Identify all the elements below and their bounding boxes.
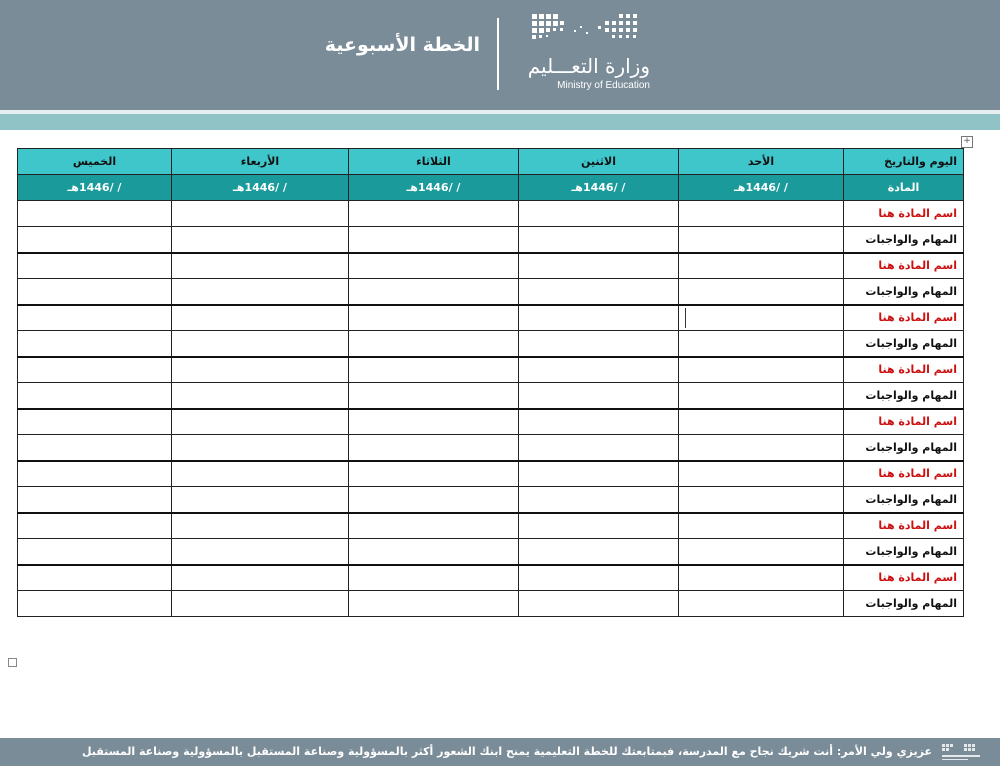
plan-cell[interactable]: [519, 227, 679, 253]
plan-cell[interactable]: [519, 565, 679, 591]
tasks-label-cell[interactable]: المهام والواجبات: [844, 591, 964, 617]
plan-cell[interactable]: [679, 279, 844, 305]
plan-cell[interactable]: [18, 253, 172, 279]
plan-cell[interactable]: [679, 201, 844, 227]
plan-cell[interactable]: [18, 565, 172, 591]
tasks-label-cell[interactable]: المهام والواجبات: [844, 435, 964, 461]
plan-cell[interactable]: [172, 227, 349, 253]
plan-cell[interactable]: [18, 305, 172, 331]
tasks-label-cell[interactable]: المهام والواجبات: [844, 487, 964, 513]
plan-cell[interactable]: [349, 279, 519, 305]
weekly-plan-table: [17, 148, 964, 617]
table-header-row: [18, 149, 964, 175]
tasks-row: [18, 487, 964, 513]
plan-cell[interactable]: [18, 461, 172, 487]
subject-name-cell[interactable]: اسم المادة هنا: [844, 513, 964, 539]
plan-cell[interactable]: [349, 305, 519, 331]
subject-name-cell[interactable]: اسم المادة هنا: [844, 201, 964, 227]
plan-cell[interactable]: [519, 435, 679, 461]
plan-cell[interactable]: [349, 539, 519, 565]
date-thursday[interactable]: / /1446هـ: [18, 175, 172, 201]
plan-cell[interactable]: [18, 201, 172, 227]
plan-cell[interactable]: [172, 513, 349, 539]
tasks-label-cell[interactable]: المهام والواجبات: [844, 331, 964, 357]
plan-cell[interactable]: [679, 487, 844, 513]
plan-cell[interactable]: [349, 253, 519, 279]
plan-cell[interactable]: [679, 331, 844, 357]
plan-cell[interactable]: [679, 461, 844, 487]
tasks-row: [18, 227, 964, 253]
date-sunday[interactable]: / /1446هـ: [679, 175, 844, 201]
text-cursor: [685, 308, 686, 328]
plan-cell[interactable]: [679, 409, 844, 435]
tasks-row: [18, 383, 964, 409]
tasks-label-cell[interactable]: المهام والواجبات: [844, 279, 964, 305]
plan-cell[interactable]: [18, 279, 172, 305]
date-row: [18, 175, 964, 201]
date-tuesday[interactable]: / /1446هـ: [349, 175, 519, 201]
plan-cell[interactable]: [349, 565, 519, 591]
plan-cell[interactable]: [519, 591, 679, 617]
subject-name-cell[interactable]: اسم المادة هنا: [844, 461, 964, 487]
plan-cell[interactable]: [172, 331, 349, 357]
plan-cell[interactable]: [679, 253, 844, 279]
plan-cell[interactable]: [18, 331, 172, 357]
plan-cell[interactable]: [519, 305, 679, 331]
page-title: الخطة الأسبوعية: [324, 34, 480, 56]
footer-banner: [0, 738, 1000, 766]
tasks-label-cell[interactable]: المهام والواجبات: [844, 227, 964, 253]
subject-row: [18, 461, 964, 487]
header-divider: [497, 18, 499, 90]
plan-cell[interactable]: [349, 409, 519, 435]
plan-cell[interactable]: [172, 565, 349, 591]
plan-cell[interactable]: [519, 409, 679, 435]
plan-cell[interactable]: [679, 565, 844, 591]
plan-cell[interactable]: [18, 357, 172, 383]
plan-cell[interactable]: [679, 357, 844, 383]
header-thursday: الخميس: [18, 149, 172, 175]
subject-row: [18, 565, 964, 591]
table-move-handle-icon[interactable]: +: [961, 136, 973, 148]
plan-cell[interactable]: [519, 487, 679, 513]
plan-cell[interactable]: [172, 591, 349, 617]
subject-name-cell[interactable]: اسم المادة هنا: [844, 253, 964, 279]
plan-cell[interactable]: [679, 305, 844, 331]
plan-cell[interactable]: [172, 357, 349, 383]
header-banner: [0, 0, 1000, 110]
paragraph-end-marker: [8, 658, 17, 667]
footer-ministry-logo-icon: [940, 742, 984, 762]
plan-cell[interactable]: [18, 539, 172, 565]
teal-band: [0, 114, 1000, 130]
plan-cell[interactable]: [349, 435, 519, 461]
plan-cell[interactable]: [349, 383, 519, 409]
date-monday[interactable]: / /1446هـ: [519, 175, 679, 201]
tasks-row: [18, 331, 964, 357]
ministry-logo-icon: [530, 12, 650, 52]
tasks-label-cell[interactable]: المهام والواجبات: [844, 539, 964, 565]
plan-cell[interactable]: [349, 331, 519, 357]
plan-cell[interactable]: [172, 539, 349, 565]
plan-cell[interactable]: [172, 487, 349, 513]
plan-cell[interactable]: [519, 201, 679, 227]
plan-cell[interactable]: [172, 305, 349, 331]
plan-cell[interactable]: [172, 383, 349, 409]
subject-row: [18, 305, 964, 331]
plan-cell[interactable]: [519, 253, 679, 279]
plan-cell[interactable]: [519, 539, 679, 565]
plan-cell[interactable]: [679, 227, 844, 253]
plan-cell[interactable]: [349, 461, 519, 487]
plan-cell[interactable]: [679, 513, 844, 539]
subject-row: [18, 409, 964, 435]
subject-name-cell[interactable]: اسم المادة هنا: [844, 565, 964, 591]
subject-row: [18, 357, 964, 383]
plan-cell[interactable]: [349, 357, 519, 383]
plan-cell[interactable]: [679, 435, 844, 461]
plan-cell[interactable]: [172, 253, 349, 279]
header-tuesday: الثلاثاء: [349, 149, 519, 175]
subject-name-cell[interactable]: اسم المادة هنا: [844, 305, 964, 331]
plan-cell[interactable]: [519, 383, 679, 409]
plan-cell[interactable]: [18, 227, 172, 253]
tasks-label-cell[interactable]: المهام والواجبات: [844, 383, 964, 409]
plan-cell[interactable]: [679, 383, 844, 409]
ministry-name-ar: وزارة التعـــليم: [527, 54, 650, 78]
plan-cell[interactable]: [18, 435, 172, 461]
plan-cell[interactable]: [519, 461, 679, 487]
tasks-row: [18, 591, 964, 617]
plan-cell[interactable]: [679, 591, 844, 617]
plan-cell[interactable]: [519, 279, 679, 305]
plan-cell[interactable]: [349, 591, 519, 617]
day-date-header: اليوم والتاريخ: [844, 149, 964, 175]
plan-cell[interactable]: [172, 201, 349, 227]
header-sunday: الأحد: [679, 149, 844, 175]
plan-cell[interactable]: [18, 409, 172, 435]
plan-cell[interactable]: [349, 513, 519, 539]
tasks-row: [18, 279, 964, 305]
header-wednesday: الأربعاء: [172, 149, 349, 175]
plan-cell[interactable]: [519, 513, 679, 539]
footer-message: عزيزي ولي الأمر: أنت شريك نجاح مع المدرسة، فبمتابعتك للخطة التعليمية يمنح ابنك الشعور أكثر بالمسؤولية وصناعة المستقبل بالمسؤولية وصناعة المستقبل: [81, 745, 932, 758]
plan-cell[interactable]: [349, 487, 519, 513]
plan-cell[interactable]: [349, 227, 519, 253]
subject-label: المادة: [844, 175, 964, 201]
date-wednesday[interactable]: / /1446هـ: [172, 175, 349, 201]
plan-cell[interactable]: [349, 201, 519, 227]
plan-cell[interactable]: [172, 461, 349, 487]
tasks-row: [18, 539, 964, 565]
subject-name-cell[interactable]: اسم المادة هنا: [844, 409, 964, 435]
subject-row: [18, 201, 964, 227]
plan-cell[interactable]: [172, 409, 349, 435]
plan-cell[interactable]: [18, 383, 172, 409]
plan-cell[interactable]: [18, 513, 172, 539]
plan-cell[interactable]: [172, 435, 349, 461]
ministry-name-en: Ministry of Education: [557, 80, 650, 91]
plan-cell[interactable]: [172, 279, 349, 305]
subject-name-cell[interactable]: اسم المادة هنا: [844, 357, 964, 383]
plan-cell[interactable]: [18, 591, 172, 617]
plan-body: [18, 201, 964, 617]
plan-cell[interactable]: [679, 539, 844, 565]
plan-cell[interactable]: [18, 487, 172, 513]
plan-cell[interactable]: [519, 357, 679, 383]
subject-row: [18, 513, 964, 539]
subject-row: [18, 253, 964, 279]
header-monday: الاثنين: [519, 149, 679, 175]
plan-cell[interactable]: [519, 331, 679, 357]
tasks-row: [18, 435, 964, 461]
